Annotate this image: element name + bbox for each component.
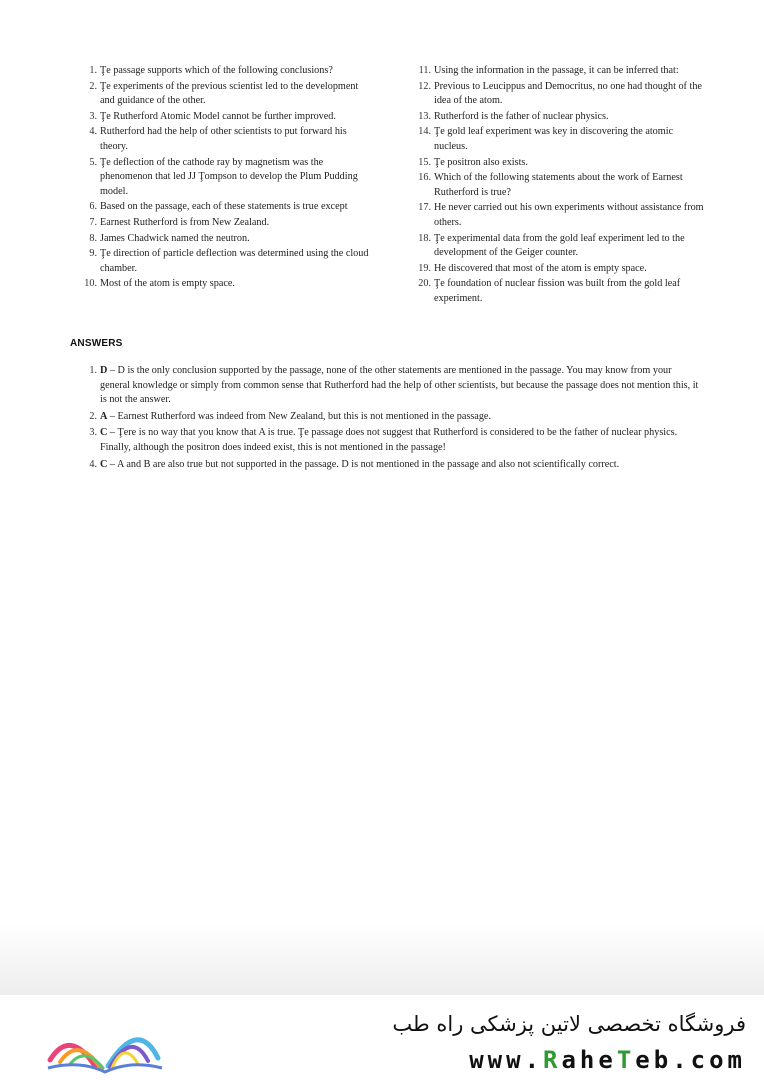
item-number: 12. bbox=[418, 80, 431, 92]
answer-item bbox=[84, 364, 704, 408]
question-text: Ţe Rutherford Atomic Model cannot be further improved. bbox=[100, 110, 336, 122]
question-item bbox=[84, 125, 374, 154]
questions-right-column bbox=[418, 64, 708, 308]
answer-letter: C bbox=[100, 427, 108, 439]
answer-text: – Ţere is no way that you know that A is true. Ţe passage does not suggest that Rutherford is considered to be the father of nuclear physics. Finally, although the positron does indeed exist, this is not mentioned in the passage! bbox=[100, 427, 678, 453]
item-number: 6. bbox=[89, 201, 97, 213]
item-number: 3. bbox=[89, 110, 97, 122]
footer-shadow bbox=[0, 925, 764, 995]
url-letter-t: T bbox=[616, 1046, 636, 1074]
url-mid-2: eb bbox=[635, 1046, 673, 1074]
item-number: 17. bbox=[418, 202, 431, 214]
item-number: 1. bbox=[89, 365, 97, 376]
question-text: Ţe direction of particle deflection was determined using the cloud chamber. bbox=[100, 248, 369, 274]
item-number: 16. bbox=[418, 172, 431, 184]
item-number: 8. bbox=[89, 232, 97, 244]
item-number: 4. bbox=[89, 458, 97, 470]
answers-section bbox=[84, 364, 704, 474]
question-item bbox=[418, 64, 708, 79]
question-text: He discovered that most of the atom is empty space. bbox=[434, 262, 647, 274]
url-letter-r: R bbox=[543, 1046, 562, 1074]
question-item bbox=[418, 125, 708, 154]
item-number: 5. bbox=[89, 156, 97, 168]
question-text: Rutherford is the father of nuclear physics. bbox=[434, 110, 609, 122]
answer-item bbox=[84, 410, 704, 425]
question-item bbox=[418, 277, 708, 306]
item-number: 15. bbox=[418, 156, 431, 168]
item-number: 14. bbox=[418, 126, 431, 138]
item-number: 7. bbox=[89, 216, 97, 228]
url-mid-1: ahe bbox=[561, 1046, 617, 1074]
url-suffix: .com bbox=[672, 1046, 746, 1074]
answer-text: – Earnest Rutherford was indeed from New Zealand, but this is not mentioned in the passage. bbox=[107, 410, 491, 422]
question-text: James Chadwick named the neutron. bbox=[100, 232, 250, 244]
item-number: 2. bbox=[89, 410, 97, 422]
question-text: Ţe passage supports which of the following conclusions? bbox=[100, 65, 333, 76]
question-item bbox=[84, 80, 374, 109]
question-text: Ţe experiments of the previous scientist led to the development and guidance of the other. bbox=[100, 80, 359, 107]
answers-heading: ANSWERS bbox=[70, 338, 123, 349]
question-item bbox=[418, 80, 708, 109]
item-number: 2. bbox=[89, 80, 97, 92]
url-prefix: www. bbox=[469, 1046, 544, 1074]
footer-brand-persian: فروشگاه تخصصی لاتین پزشکی راه طب bbox=[392, 1012, 746, 1036]
answer-letter: A bbox=[100, 410, 108, 422]
question-text: Ţe foundation of nuclear fission was built from the gold leaf experiment. bbox=[434, 278, 681, 304]
question-item bbox=[418, 232, 708, 261]
answer-letter: C bbox=[100, 458, 108, 470]
question-text: Ţe experimental data from the gold leaf experiment led to the development of the Geiger counter. bbox=[434, 232, 685, 259]
question-item bbox=[84, 247, 374, 276]
item-number: 3. bbox=[89, 427, 97, 439]
item-number: 10. bbox=[84, 278, 97, 290]
item-number: 9. bbox=[89, 248, 97, 260]
question-text: Ţe deflection of the cathode ray by magnetism was the phenomenon that led JJ Ţompson to develop the Plum Pudding model. bbox=[100, 156, 358, 197]
question-text: Ţe positron also exists. bbox=[434, 156, 528, 168]
item-number: 19. bbox=[418, 262, 431, 274]
question-text: Rutherford had the help of other scientists to put forward his theory. bbox=[100, 126, 347, 152]
item-number: 1. bbox=[89, 65, 97, 76]
item-number: 13. bbox=[418, 110, 431, 122]
item-number: 11. bbox=[418, 65, 431, 76]
question-text: Which of the following statements about the work of Earnest Rutherford is true? bbox=[434, 172, 683, 198]
question-item bbox=[84, 110, 374, 125]
question-item bbox=[84, 232, 374, 247]
question-text: Previous to Leucippus and Democritus, no one had thought of the idea of the atom. bbox=[434, 80, 702, 107]
question-item bbox=[84, 216, 374, 231]
answer-item bbox=[84, 458, 704, 473]
question-item bbox=[84, 156, 374, 200]
question-text: Most of the atom is empty space. bbox=[100, 278, 235, 290]
questions-left-column bbox=[84, 64, 374, 293]
answer-text: – A and B are also true but not supported in the passage. D is not mentioned in the passage and also not scientifically correct. bbox=[107, 458, 620, 470]
answer-letter: D bbox=[100, 365, 108, 376]
question-item bbox=[84, 277, 374, 292]
item-number: 18. bbox=[418, 232, 431, 244]
book-logo-icon bbox=[40, 1008, 170, 1078]
question-item bbox=[418, 201, 708, 230]
question-item bbox=[418, 156, 708, 171]
question-item bbox=[418, 171, 708, 200]
item-number: 20. bbox=[418, 278, 431, 290]
answer-item bbox=[84, 426, 704, 455]
item-number: 4. bbox=[89, 126, 97, 138]
question-text: Using the information in the passage, it can be inferred that: bbox=[434, 65, 679, 76]
question-item bbox=[84, 200, 374, 215]
question-text: He never carried out his own experiments without assistance from others. bbox=[434, 202, 704, 228]
question-text: Ţe gold leaf experiment was key in discovering the atomic nucleus. bbox=[434, 126, 674, 152]
question-item bbox=[84, 64, 374, 79]
footer-url[interactable] bbox=[469, 1046, 746, 1074]
question-item bbox=[418, 262, 708, 277]
answer-text: – D is the only conclusion supported by the passage, none of the other statements are mentioned in the passage. You may know from your general knowledge or simply from common sense that Rutherford had the help of other scientists, but because the passage does not mention this, it is not the answer. bbox=[100, 365, 699, 406]
question-item bbox=[418, 110, 708, 125]
question-text: Earnest Rutherford is from New Zealand. bbox=[100, 216, 270, 228]
question-text: Based on the passage, each of these statements is true except bbox=[100, 201, 348, 213]
